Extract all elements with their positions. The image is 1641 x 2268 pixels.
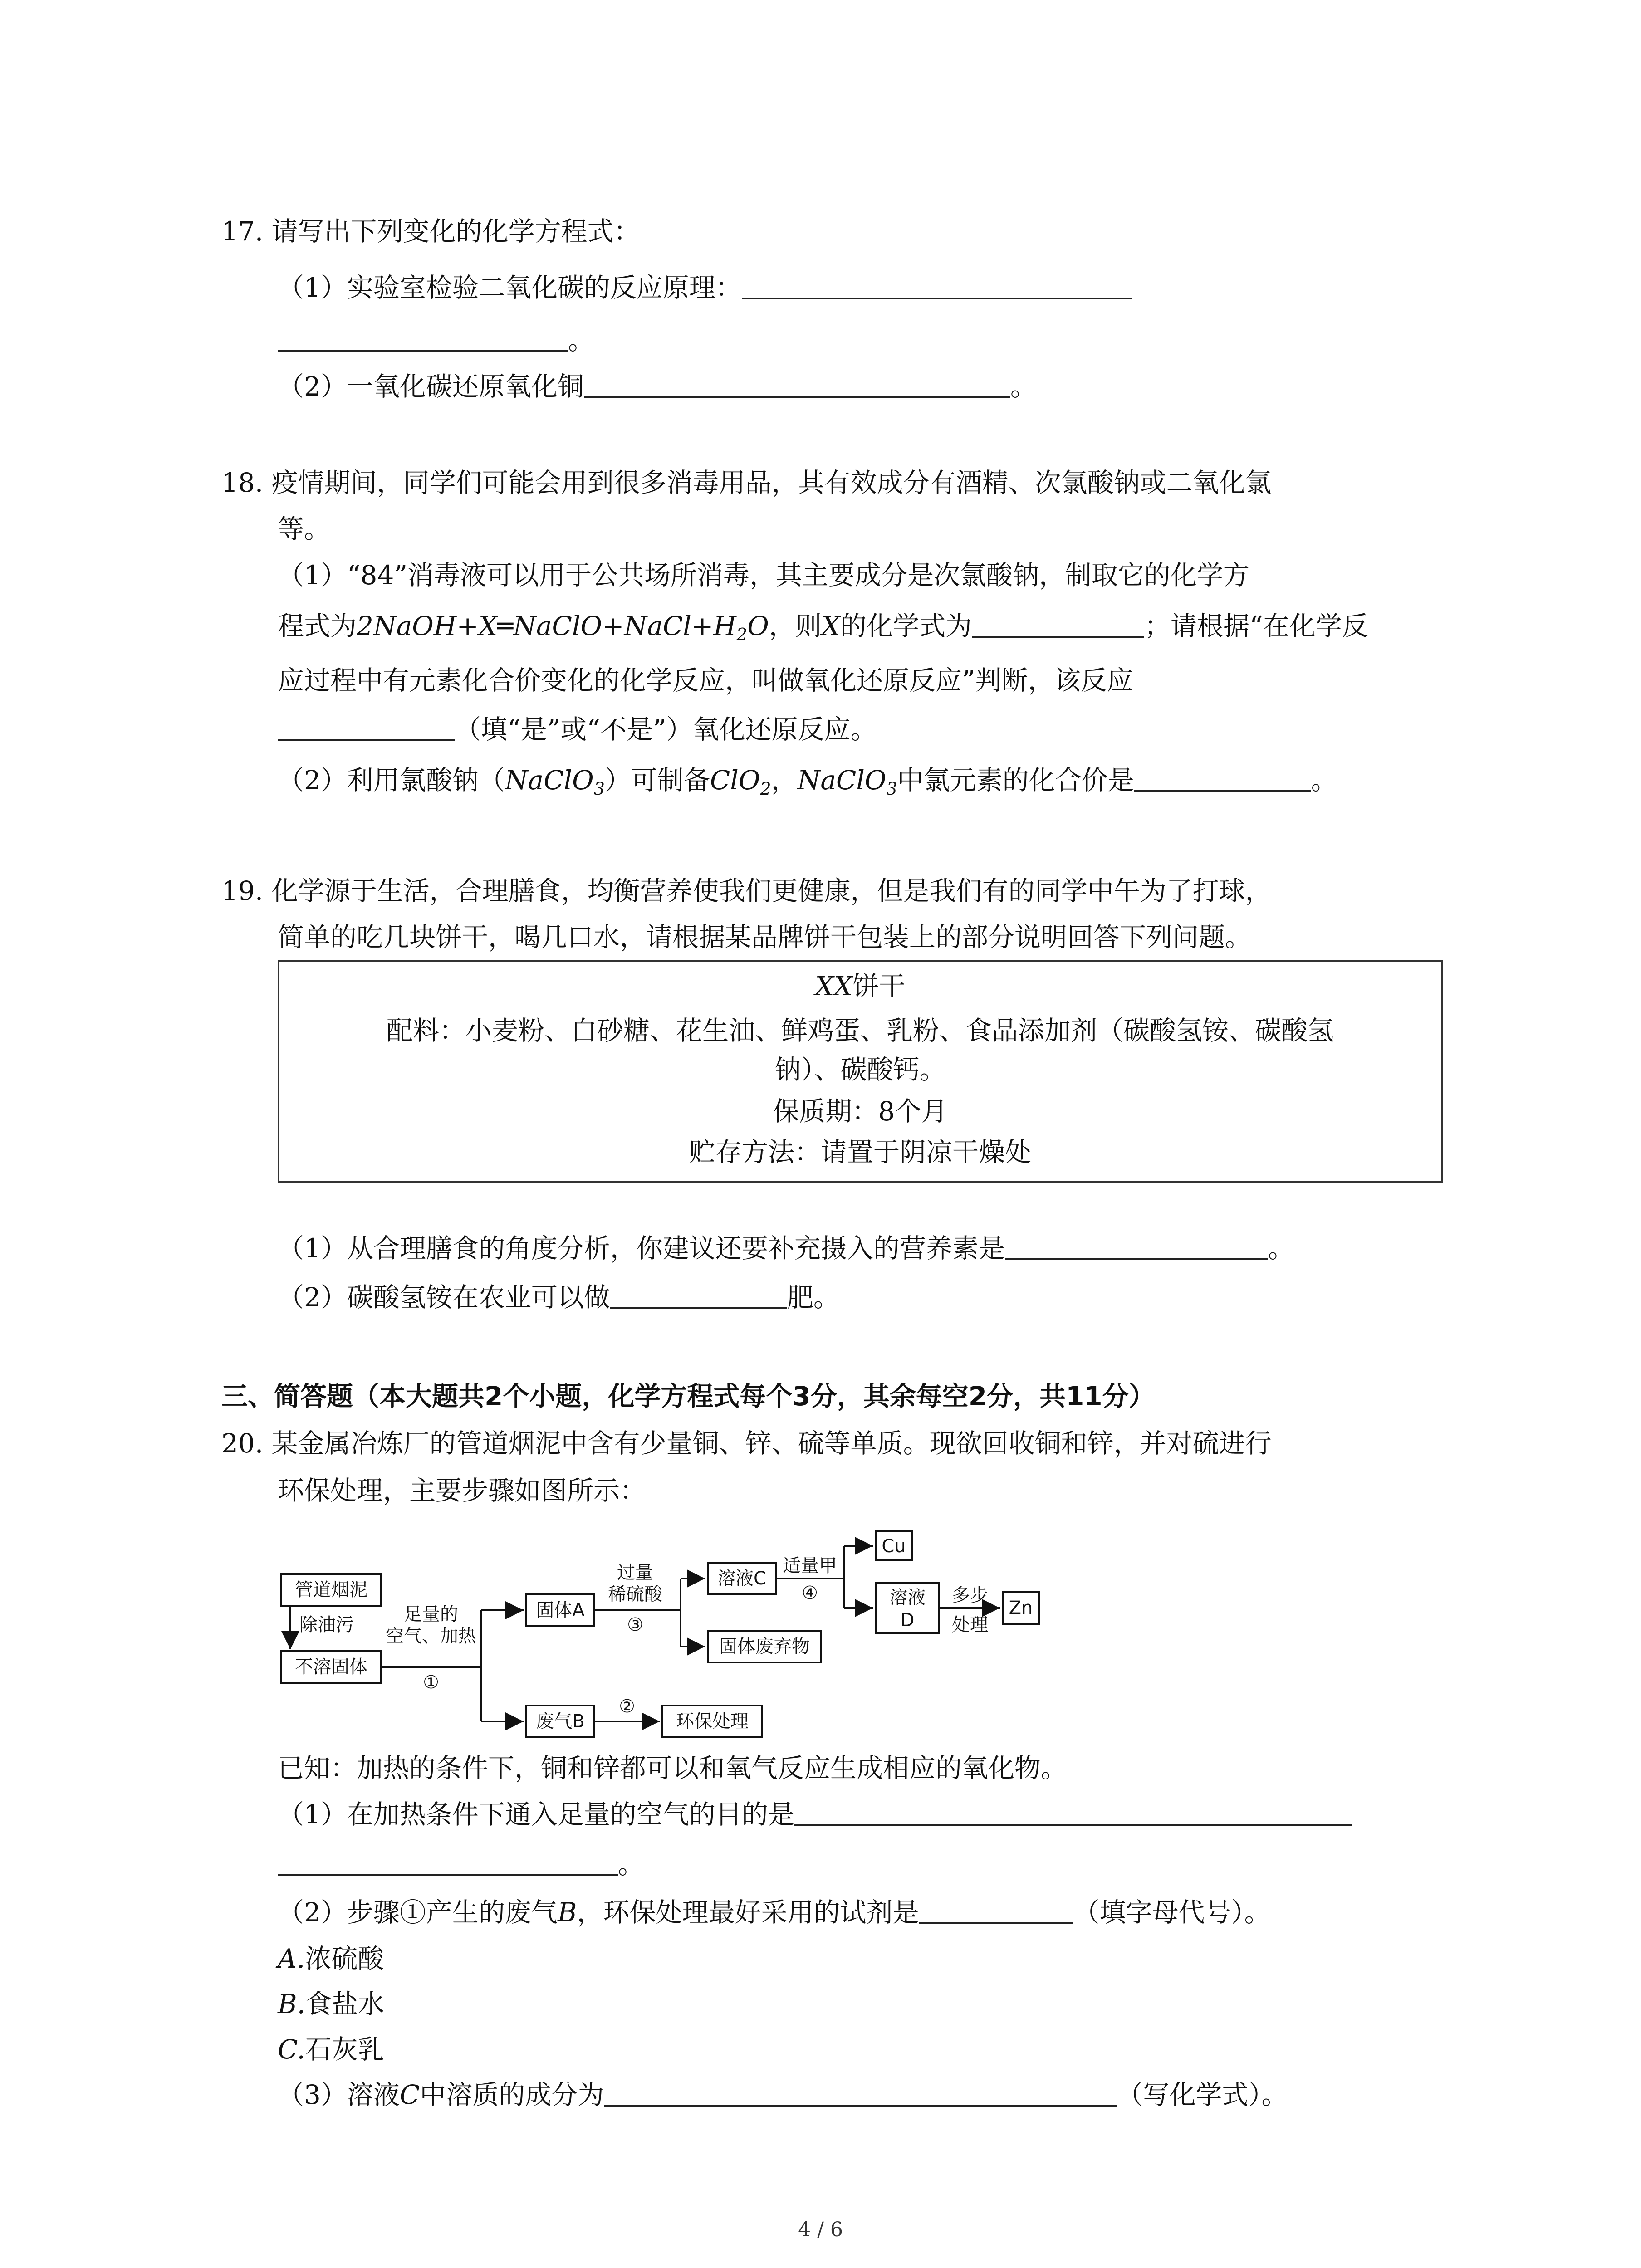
q20-answer-3[interactable] xyxy=(604,2077,1117,2107)
q20-option-b: B.食盐水 xyxy=(278,1989,385,2019)
q20-answer-1a[interactable] xyxy=(794,1797,1352,1826)
label-cond5-l1: 多步 xyxy=(952,1585,988,1606)
label-cond4: 适量甲 xyxy=(783,1555,837,1576)
q20-stem: 20. 某金属冶炼厂的管道烟泥中含有少量铜、锌、硫等单质。现欲回收铜和锌，并对硫进行 xyxy=(221,1428,1272,1459)
q19-stem: 19. 化学源于生活，合理膳食，均衡营养使我们更健康，但是我们有的同学中午为了打球， xyxy=(221,875,1272,906)
label-degrease: 除油污 xyxy=(299,1614,354,1635)
section3-heading: 三、简答题（本大题共2个小题，化学方程式每个3分，其余每空2分，共11分） xyxy=(221,1381,1155,1412)
q17-part1: （1）实验室检验二氧化碳的反应原理： xyxy=(278,269,1132,306)
q20-answer-1b[interactable] xyxy=(278,1847,618,1876)
q18-part1-line4: （填“是”或“不是”）氧化还原反应。 xyxy=(278,711,877,748)
label-cond3-l1: 过量 xyxy=(617,1562,653,1583)
label-cond5-l2: 处理 xyxy=(952,1614,988,1635)
q17-part2: （2）一氧化碳还原氧化铜 。 xyxy=(278,368,1037,405)
label-cond3-l2: 稀硫酸 xyxy=(608,1584,662,1605)
q19-part2: （2）碳酸氢铵在农业可以做 肥。 xyxy=(278,1279,840,1315)
q18-part2: （2）利用氯酸钠（NaClO$_3$）可制备ClO$_2$，NaClO$_3$中氯元素的化合价是 。 xyxy=(278,762,1337,798)
label-step1: ① xyxy=(423,1672,439,1693)
q17-stem: 17. 请写出下列变化的化学方程式： xyxy=(221,216,640,247)
q18-part1-line3: 应过程中有元素化合价变化的化学反应，叫做氧化还原反应”判断，该反应 xyxy=(278,665,1133,696)
q20-part2: （2）步骤①产生的废气B，环保处理最好采用的试剂是 （填字母代号）。 xyxy=(278,1894,1271,1931)
biscuit-title: XX饼干 xyxy=(815,971,906,1002)
label-cu: Cu xyxy=(882,1536,906,1557)
q19-part1: （1）从合理膳食的角度分析，你建议还要补充摄入的营养素是 。 xyxy=(278,1230,1294,1266)
q19-answer-nutrient[interactable] xyxy=(1005,1231,1268,1260)
label-solution-d-l2: D xyxy=(900,1610,915,1631)
q18-part1-line1: （1）“84”消毒液可以用于公共场所消毒，其主要成分是次氯酸钠，制取它的化学方 xyxy=(278,560,1250,591)
q18-answer-redox[interactable] xyxy=(278,712,455,741)
q20-part1: （1）在加热条件下通入足量的空气的目的是 xyxy=(278,1796,1352,1833)
label-waste-solid: 固体废弃物 xyxy=(719,1636,810,1657)
label-solution-d-l1: 溶液 xyxy=(889,1587,926,1608)
label-insoluble: 不溶固体 xyxy=(295,1657,367,1677)
q18-stem-cont: 等。 xyxy=(278,513,331,544)
biscuit-ingredients: 配料：小麦粉、白砂糖、花生油、鲜鸡蛋、乳粉、食品添加剂（碳酸氢铵、碳酸氢 xyxy=(386,1015,1334,1046)
q17-answer-1b[interactable] xyxy=(278,323,568,352)
q17-answer-2[interactable] xyxy=(584,369,1010,398)
biscuit-storage: 贮存方法：请置于阴凉干燥处 xyxy=(689,1137,1031,1168)
process-flow-diagram xyxy=(272,1529,1066,1742)
q18-equation: $2NaOH+X═NaClO+NaCl+H_2O$ xyxy=(357,611,769,645)
label-step3: ③ xyxy=(627,1614,643,1635)
label-cond1-l1: 足量的 xyxy=(404,1604,458,1625)
label-sludge: 管道烟泥 xyxy=(295,1579,367,1600)
q18-answer-x[interactable] xyxy=(972,609,1144,638)
q20-stem-cont: 环保处理，主要步骤如图所示： xyxy=(278,1475,647,1506)
label-cond1-l2: 空气、加热 xyxy=(386,1626,476,1647)
biscuit-label-box xyxy=(278,960,1443,1183)
biscuit-ingredients-cont: 钠）、碳酸钙。 xyxy=(774,1054,946,1085)
biscuit-shelf-life: 保质期：8个月 xyxy=(773,1096,948,1127)
page-number: 4 / 6 xyxy=(798,2218,843,2241)
q18-part1-line2: 程式为$2NaOH+X═NaClO+NaCl+H_2O$，则X的化学式为 ；请根据“在化学反 xyxy=(278,608,1368,644)
q19-answer-fertilizer[interactable] xyxy=(610,1280,787,1309)
q20-option-a: A.浓硫酸 xyxy=(278,1943,384,1974)
label-solution-c: 溶液C xyxy=(717,1568,766,1589)
q18-answer-valence[interactable] xyxy=(1134,763,1311,792)
q20-option-c: C.石灰乳 xyxy=(278,2034,384,2065)
label-zn: Zn xyxy=(1009,1598,1033,1618)
label-step4: ④ xyxy=(802,1583,818,1603)
q18-stem: 18. 疫情期间，同学们可能会用到很多消毒用品，其有效成分有酒精、次氯酸钠或二氧化氯 xyxy=(221,467,1272,498)
label-solid-a: 固体A xyxy=(536,1600,585,1621)
q17-answer-1a[interactable] xyxy=(742,270,1132,299)
q20-part1-cont: 。 xyxy=(278,1846,644,1882)
q20-known: 已知：加热的条件下，铜和锌都可以和氧气反应生成相应的氧化物。 xyxy=(278,1753,1068,1784)
label-step2: ② xyxy=(619,1696,635,1717)
q20-part3: （3）溶液C中溶质的成分为 （写化学式）。 xyxy=(278,2077,1288,2113)
label-gas-b: 废气B xyxy=(536,1711,585,1732)
q20-answer-2[interactable] xyxy=(919,1895,1073,1924)
q17-part1-cont: 。 xyxy=(278,322,594,358)
q19-stem-cont: 简单的吃几块饼干，喝几口水，请根据某品牌饼干包装上的部分说明回答下列问题。 xyxy=(278,922,1252,953)
label-env: 环保处理 xyxy=(676,1711,749,1732)
